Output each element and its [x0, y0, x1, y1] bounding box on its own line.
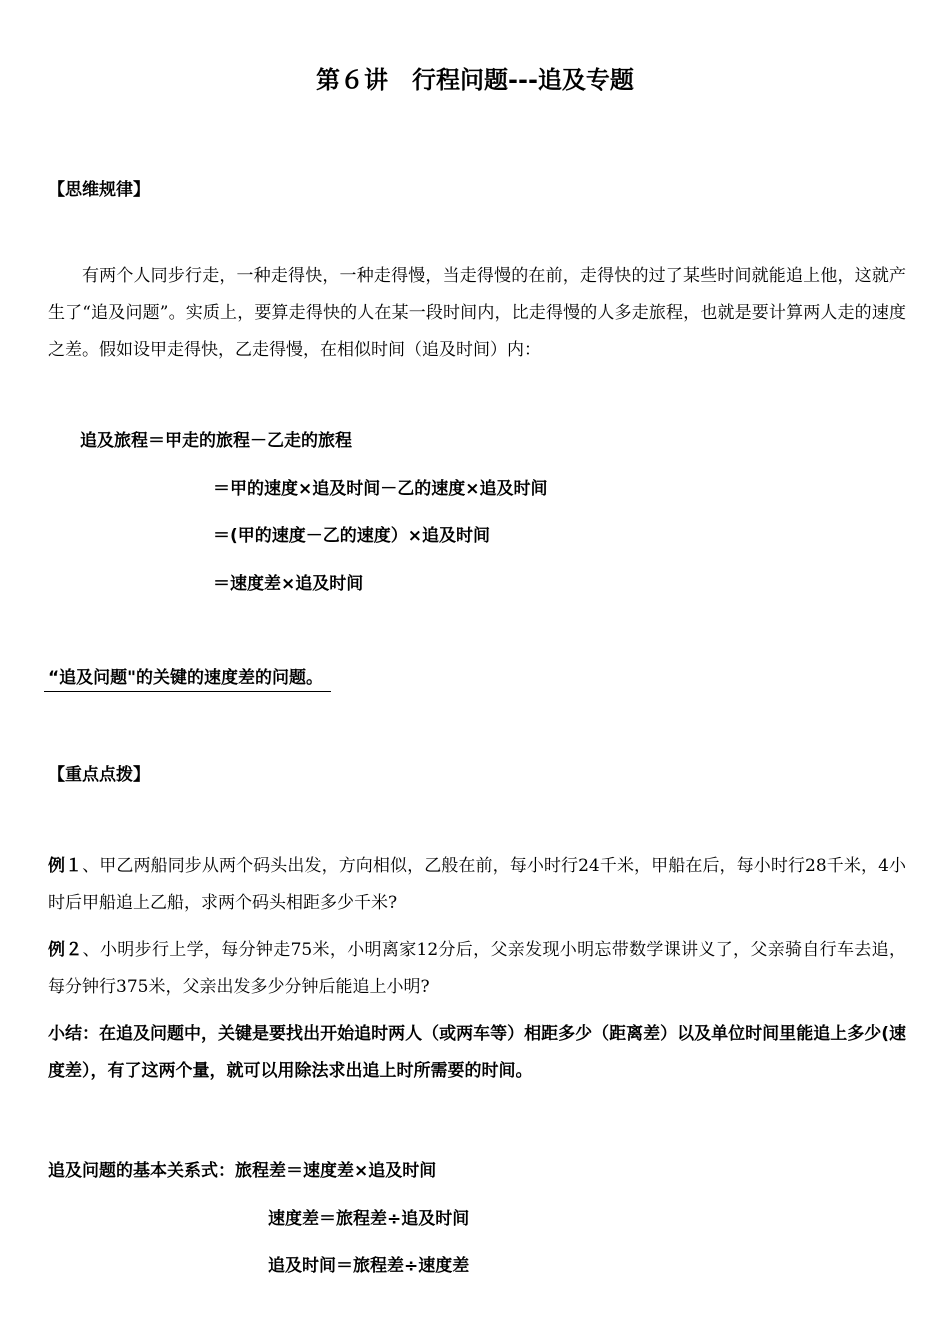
- formula-line-3: ＝(甲的速度－乙的速度）×追及时间: [213, 526, 491, 546]
- formula-line-1: 追及旅程＝甲走的旅程－乙走的旅程: [80, 431, 352, 451]
- section-heading-thinking: 【思维规律】: [48, 180, 150, 200]
- example-2-text: 、小明步行上学，每分钟走75米，小明离家12分后，父亲发现小明忘带数学课讲义了，父亲骑自行车去追，每分钟行375米，父亲出发多少分钟后能追上小明?: [48, 940, 906, 997]
- example-2-label: 例２: [48, 940, 83, 960]
- formula-line-4: ＝速度差×追及时间: [213, 574, 364, 594]
- intro-paragraph: 有两个人同步行走，一种走得快，一种走得慢，当走得慢的在前，走得快的过了某些时间就能追上他，这就产生了“追及问题”。实质上，要算走得快的人在某一段时间内，比走得慢的人多走旅程，也就是要计算两人走的速度之差。假如设甲走得快，乙走得慢，在相似时间（追及时间）内：: [48, 266, 906, 360]
- page-title: 第６讲 行程问题---追及专题: [316, 66, 634, 94]
- example-1: [48, 848, 906, 922]
- example-2: [48, 932, 906, 1006]
- key-point-underlined: “追及问题"的关键的速度差的问题。: [44, 663, 331, 692]
- formula-line-2: ＝甲的速度×追及时间－乙的速度×追及时间: [213, 479, 548, 499]
- example-1-text: 、甲乙两船同步从两个码头出发，方向相似，乙般在前，每小时行24千米，甲船在后，每小时行28千米，4小时后甲船追上乙船，求两个码头相距多少千米?: [48, 856, 907, 913]
- relation-line-1: 追及问题的基本关系式：旅程差＝速度差×追及时间: [48, 1161, 437, 1181]
- summary-paragraph: 小结：在追及问题中，关键是要找出开始追时两人（或两车等）相距多少（距离差）以及单位时间里能追上多少(速度差），有了这两个量，就可以用除法求出追上时所需要的时间。: [48, 1024, 906, 1081]
- relation-line-3: 追及时间＝旅程差÷速度差: [268, 1256, 470, 1276]
- section-heading-key-points: 【重点点拨】: [48, 765, 150, 785]
- example-1-label: 例１: [48, 856, 83, 876]
- relation-line-2: 速度差＝旅程差÷追及时间: [268, 1209, 470, 1229]
